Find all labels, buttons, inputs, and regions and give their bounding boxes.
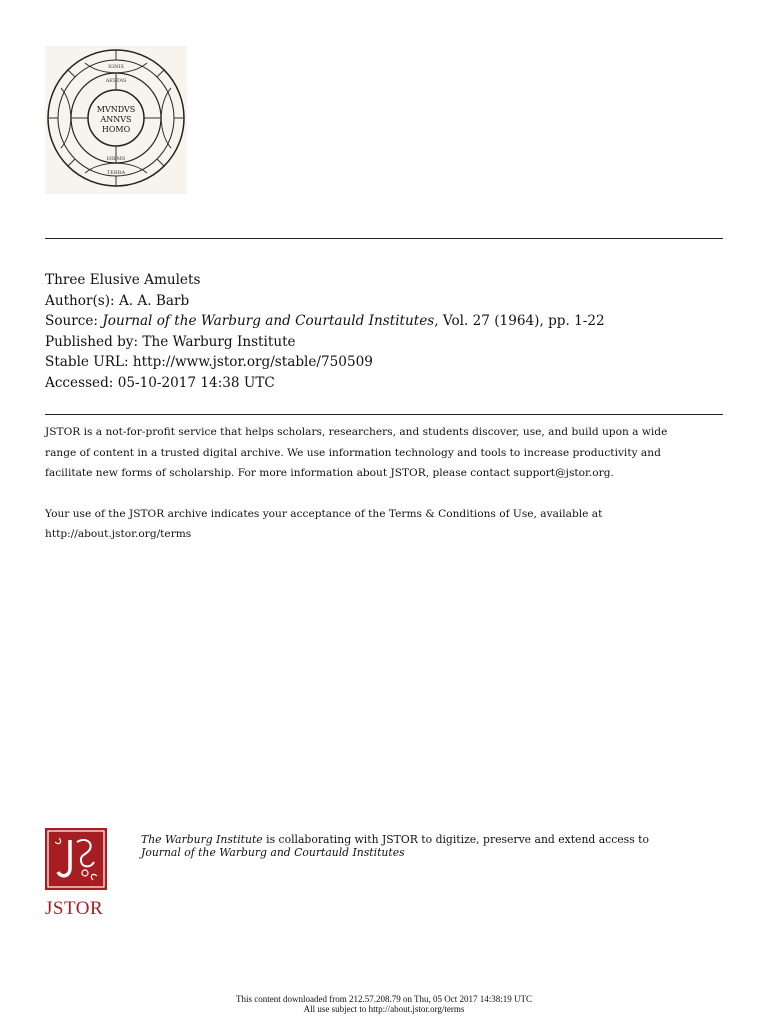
- notice-line: facilitate new forms of scholarship. For more information about JSTOR, please contact support@jstor.org.: [45, 467, 614, 479]
- jstor-wordmark: JSTOR: [45, 898, 104, 919]
- svg-text:IGNIS: IGNIS: [108, 64, 124, 70]
- jstor-logo: [45, 828, 109, 920]
- terms-notice: All use subject to http://about.jstor.org/terms: [303, 1004, 465, 1014]
- stable-url-line: [45, 352, 725, 373]
- collab-publisher: The Warburg Institute: [141, 833, 263, 846]
- source-label: Source:: [45, 313, 103, 329]
- page-footer: [0, 994, 768, 1014]
- notice-line: range of content in a trusted digital archive. We use information technology and tools to increase productivity and: [45, 446, 661, 459]
- author-line: [45, 291, 725, 312]
- accessed-date: 05-10-2017 14:38 UTC: [117, 374, 275, 391]
- stable-url-link[interactable]: http://www.jstor.org/stable/750509: [132, 354, 373, 370]
- top-divider: [45, 238, 723, 239]
- accessed-line: [45, 373, 725, 394]
- collaboration-statement: [141, 833, 731, 859]
- accessed-label: Accessed:: [45, 374, 118, 391]
- publisher-name: The Warburg Institute: [142, 333, 296, 350]
- author-name: A. A. Barb: [118, 292, 190, 309]
- publisher-line: [45, 332, 725, 353]
- journal-title: Journal of the Warburg and Courtauld Institutes: [102, 313, 435, 329]
- warburg-emblem: [45, 46, 187, 194]
- download-info: This content downloaded from 212.57.208.79 on Thu, 05 Oct 2017 14:38:19 UTC: [235, 994, 533, 1004]
- middle-divider: [45, 414, 723, 415]
- svg-text:TERRA: TERRA: [106, 170, 126, 176]
- source-details: , Vol. 27 (1964), pp. 1-22: [434, 313, 605, 329]
- author-label: Author(s):: [45, 292, 119, 309]
- source-line: [45, 311, 725, 332]
- emblem-word-3: HOMO: [101, 125, 131, 134]
- url-label: Stable URL:: [45, 354, 133, 370]
- article-title: Three Elusive Amulets: [45, 272, 201, 288]
- notice-line: JSTOR is a not-for-profit service that helps scholars, researchers, and students discover, use, and build upon a wide: [45, 426, 668, 438]
- emblem-word-2: ANNVS: [100, 115, 132, 124]
- publisher-label: Published by:: [45, 333, 143, 350]
- emblem-word-1: MVNDVS: [96, 105, 136, 114]
- svg-text:HIEMS: HIEMS: [106, 156, 126, 162]
- svg-text:AESTAS: AESTAS: [105, 78, 127, 84]
- terms-link[interactable]: http://about.jstor.org/terms: [45, 528, 192, 540]
- collab-text: is collaborating with JSTOR to digitize, preserve and extend access to: [262, 833, 650, 846]
- jstor-notice: [45, 422, 725, 545]
- article-metadata: [45, 270, 725, 393]
- jstor-mark-icon: [45, 828, 107, 890]
- terms-line: Your use of the JSTOR archive indicates your acceptance of the Terms & Conditions of Use, available at: [45, 507, 603, 520]
- collab-journal: Journal of the Warburg and Courtauld Institutes: [141, 846, 405, 859]
